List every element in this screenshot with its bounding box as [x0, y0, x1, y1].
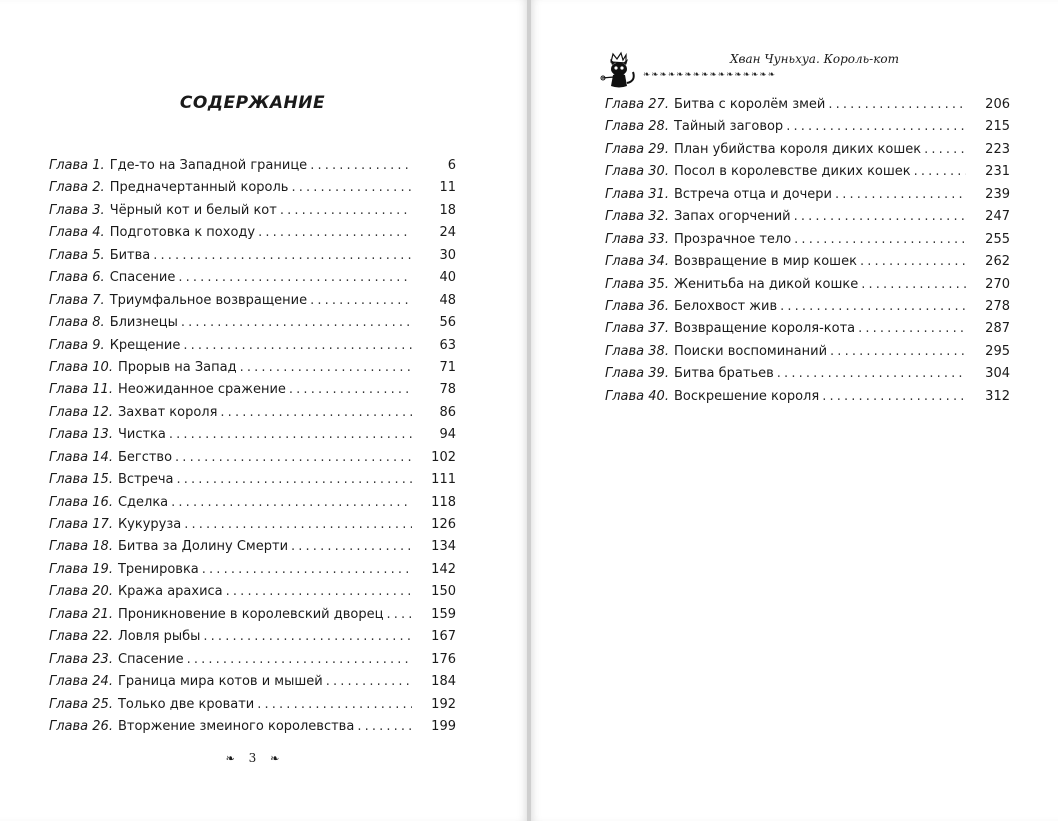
dot-leader — [860, 251, 966, 273]
toc-entry — [49, 694, 456, 716]
dot-leader — [326, 671, 412, 693]
chapter-page-number: 262 — [985, 254, 1010, 270]
toc-entry — [49, 177, 456, 199]
dot-leader — [226, 581, 412, 603]
chapter-label: Глава 25. — [49, 696, 113, 712]
running-header: Хван Чуньхуа. Король-кот — [730, 52, 900, 66]
chapter-label: Глава 12. — [49, 404, 113, 420]
toc-entry — [49, 155, 456, 177]
chapter-title: Кукуруза — [117, 517, 182, 532]
chapter-label: Глава 36. — [605, 298, 669, 314]
toc-entry — [49, 581, 456, 603]
chapter-title: Предначертанный король — [109, 180, 289, 196]
dot-leader — [835, 184, 966, 206]
toc-entry — [49, 335, 456, 357]
chapter-title: Бегство — [117, 449, 173, 465]
chapter-page-number: 223 — [985, 141, 1010, 157]
dot-leader — [169, 424, 412, 446]
chapter-page-number: 231 — [985, 164, 1010, 180]
toc-entry — [49, 200, 456, 222]
chapter-page-number: 287 — [985, 321, 1010, 337]
chapter-label: Глава 3. — [49, 202, 105, 218]
chapter-label: Глава 2. — [49, 180, 105, 196]
chapter-label: Глава 7. — [49, 292, 105, 308]
chapter-label: Глава 30. — [605, 164, 669, 180]
chapter-label: Глава 28. — [605, 119, 669, 135]
dot-leader — [357, 716, 412, 738]
chapter-label: Глава 10. — [49, 359, 113, 375]
chapter-title: Только две кровати — [117, 696, 255, 712]
chapter-page-number: 71 — [439, 359, 456, 375]
dot-leader — [289, 379, 412, 401]
toc-entry — [605, 229, 1010, 251]
toc-entry — [49, 604, 456, 626]
chapter-title: Вторжение змеиного королевства — [117, 718, 355, 734]
toc-entry — [605, 296, 1010, 318]
dot-leader — [828, 94, 966, 116]
chapter-title: Прорыв на Запад — [117, 359, 237, 375]
toc-entry — [605, 139, 1010, 161]
chapter-label: Глава 5. — [49, 247, 105, 263]
chapter-label: Глава 18. — [49, 539, 113, 555]
chapter-title: Захват короля — [117, 404, 218, 420]
chapter-page-number: 295 — [985, 343, 1010, 359]
dot-leader — [240, 357, 412, 379]
dot-leader — [310, 155, 412, 177]
toc-entry — [605, 363, 1010, 385]
toc-entry — [49, 716, 456, 738]
chapter-page-number: 30 — [439, 247, 456, 263]
chapter-page-number: 94 — [439, 427, 456, 443]
dot-leader — [153, 245, 412, 267]
page-number: 3 — [248, 751, 257, 765]
chapter-label: Глава 34. — [605, 254, 669, 270]
chapter-label: Глава 6. — [49, 270, 105, 286]
chapter-label: Глава 32. — [605, 209, 669, 225]
dot-leader — [780, 296, 966, 318]
chapter-title: Спасение — [117, 651, 184, 667]
chapter-label: Глава 22. — [49, 629, 113, 645]
chapter-title: Прозрачное тело — [673, 231, 792, 247]
chapter-title: Битва за Долину Смерти — [117, 539, 289, 555]
toc-entry — [49, 536, 456, 558]
dot-leader — [794, 229, 966, 251]
chapter-page-number: 11 — [439, 180, 456, 196]
chapter-page-number: 192 — [431, 696, 456, 712]
dot-leader — [178, 267, 412, 289]
toc-entry — [49, 245, 456, 267]
toc-entry — [49, 514, 456, 536]
paw-print-icon: ❧ — [270, 752, 280, 765]
chapter-page-number: 102 — [431, 449, 456, 465]
chapter-title: Крещение — [109, 337, 181, 353]
chapter-page-number: 56 — [439, 315, 456, 331]
chapter-title: Встреча — [117, 472, 174, 488]
chapter-page-number: 150 — [431, 584, 456, 600]
dot-leader — [175, 447, 412, 469]
dot-leader — [258, 222, 412, 244]
dot-leader — [171, 492, 412, 514]
chapter-label: Глава 26. — [49, 718, 113, 734]
dot-leader — [187, 649, 412, 671]
chapter-page-number: 40 — [439, 270, 456, 286]
chapter-label: Глава 19. — [49, 561, 113, 577]
chapter-label: Глава 15. — [49, 472, 113, 488]
chapter-label: Глава 16. — [49, 494, 113, 510]
dot-leader — [291, 536, 412, 558]
chapter-label: Глава 11. — [49, 382, 113, 398]
dot-leader — [181, 312, 412, 334]
toc-entry — [605, 116, 1010, 138]
toc-entry — [605, 341, 1010, 363]
chapter-label: Глава 33. — [605, 231, 669, 247]
dot-leader — [280, 200, 412, 222]
chapter-label: Глава 24. — [49, 674, 113, 690]
chapter-title: Возвращение короля-кота — [673, 321, 856, 337]
chapter-page-number: 159 — [431, 606, 456, 622]
chapter-page-number: 86 — [439, 404, 456, 420]
dot-leader — [830, 341, 966, 363]
dot-leader — [177, 469, 413, 491]
toc-entry — [605, 184, 1010, 206]
chapter-page-number: 255 — [985, 231, 1010, 247]
toc-entry — [49, 492, 456, 514]
chapter-label: Глава 35. — [605, 276, 669, 292]
chapter-label: Глава 27. — [605, 97, 669, 112]
dot-leader — [184, 514, 412, 536]
chapter-label: Глава 29. — [605, 141, 669, 157]
toc-entry — [49, 290, 456, 312]
dot-leader — [786, 116, 966, 138]
chapter-title: Поиски воспоминаний — [673, 343, 828, 359]
toc-entry — [605, 274, 1010, 296]
chapter-page-number: 184 — [431, 674, 456, 690]
paw-print-icon: ❧ — [225, 752, 235, 765]
chapter-title: Посол в королевстве диких кошек — [673, 164, 911, 180]
chapter-title: Сделка — [117, 494, 169, 510]
chapter-title: Проникновение в королевский дворец — [117, 606, 384, 622]
chapter-label: Глава 31. — [605, 186, 669, 202]
dot-leader — [822, 386, 966, 408]
toc-entry — [49, 222, 456, 244]
chapter-label: Глава 9. — [49, 337, 105, 353]
toc-entry — [49, 447, 456, 469]
toc-entry — [49, 424, 456, 446]
page-footer — [0, 751, 505, 765]
dot-leader — [914, 161, 966, 183]
left-page — [0, 0, 527, 821]
chapter-page-number: 63 — [439, 337, 456, 353]
toc-entry — [605, 94, 1010, 116]
dot-leader — [203, 626, 412, 648]
chapter-page-number: 304 — [985, 366, 1010, 382]
chapter-page-number: 206 — [985, 97, 1010, 112]
toc-entry — [49, 649, 456, 671]
chapter-label: Глава 39. — [605, 366, 669, 382]
dot-leader — [257, 694, 412, 716]
toc-entry — [49, 402, 456, 424]
chapter-title: Встреча отца и дочери — [673, 186, 832, 202]
chapter-title: Тайный заговор — [673, 119, 784, 135]
chapter-page-number: 134 — [431, 539, 456, 555]
dot-leader — [183, 335, 412, 357]
chapter-title: Кража арахиса — [117, 584, 223, 600]
dot-leader — [386, 604, 412, 626]
toc-entry — [49, 357, 456, 379]
chapter-label: Глава 21. — [49, 606, 113, 622]
chapter-label: Глава 1. — [49, 158, 105, 173]
toc-entry — [605, 251, 1010, 273]
chapter-title: Возвращение в мир кошек — [673, 254, 857, 270]
chapter-page-number: 176 — [431, 651, 456, 667]
chapter-page-number: 126 — [431, 517, 456, 532]
toc-entry — [49, 626, 456, 648]
dot-leader — [220, 402, 412, 424]
dot-leader — [202, 559, 412, 581]
chapter-page-number: 111 — [431, 472, 456, 488]
dot-leader — [794, 206, 966, 228]
chapter-label: Глава 8. — [49, 315, 105, 331]
toc-entry — [49, 379, 456, 401]
chapter-label: Глава 40. — [605, 388, 669, 404]
chapter-title: Женитьба на дикой кошке — [673, 276, 859, 292]
chapter-page-number: 270 — [985, 276, 1010, 292]
right-page — [531, 0, 1058, 821]
chapter-title: Белохвост жив — [673, 298, 778, 314]
chapter-page-number: 6 — [447, 158, 456, 173]
dot-leader — [924, 139, 966, 161]
chapter-label: Глава 4. — [49, 225, 105, 241]
toc-list-right — [605, 94, 1010, 408]
chapter-page-number: 78 — [439, 382, 456, 398]
chapter-title: Ловля рыбы — [117, 629, 201, 645]
toc-entry — [605, 318, 1010, 340]
cat-king-icon — [599, 48, 639, 90]
chapter-title: Битва братьев — [673, 366, 774, 382]
chapter-title: Чистка — [117, 427, 166, 443]
chapter-title: Триумфальное возвращение — [109, 292, 308, 308]
chapter-title: Чёрный кот и белый кот — [109, 202, 277, 218]
chapter-label: Глава 20. — [49, 584, 113, 600]
chapter-page-number: 215 — [985, 119, 1010, 135]
chapter-page-number: 18 — [439, 202, 456, 218]
toc-list-left — [49, 155, 456, 738]
chapter-page-number: 239 — [985, 186, 1010, 202]
chapter-title: Битва — [109, 247, 151, 263]
dot-leader — [777, 363, 966, 385]
chapter-label: Глава 14. — [49, 449, 113, 465]
chapter-page-number: 312 — [985, 388, 1010, 404]
chapter-page-number: 199 — [431, 718, 456, 734]
toc-entry — [49, 671, 456, 693]
chapter-title: Граница мира котов и мышей — [117, 674, 323, 690]
chapter-label: Глава 13. — [49, 427, 113, 443]
paw-print-icon: ❧❧❧❧❧❧❧❧❧❧❧❧❧❧❧❧ — [643, 70, 777, 80]
chapter-page-number: 167 — [431, 629, 456, 645]
toc-entry — [49, 267, 456, 289]
chapter-label: Глава 17. — [49, 517, 113, 532]
toc-entry — [605, 386, 1010, 408]
toc-entry — [605, 206, 1010, 228]
chapter-title: Неожиданное сражение — [117, 382, 286, 398]
page-title: СОДЕРЖАНИЕ — [179, 93, 326, 113]
chapter-title: Подготовка к походу — [109, 225, 256, 241]
chapter-page-number: 247 — [985, 209, 1010, 225]
chapter-label: Глава 38. — [605, 343, 669, 359]
toc-entry — [605, 161, 1010, 183]
dot-leader — [861, 274, 966, 296]
chapter-page-number: 24 — [439, 225, 456, 241]
chapter-page-number: 118 — [431, 494, 456, 510]
chapter-page-number: 142 — [431, 561, 456, 577]
chapter-title: Спасение — [109, 270, 176, 286]
toc-entry — [49, 559, 456, 581]
dot-leader — [310, 290, 412, 312]
toc-entry — [49, 469, 456, 491]
chapter-title: Воскрешение короля — [673, 388, 820, 404]
chapter-label: Глава 37. — [605, 321, 669, 337]
chapter-title: Близнецы — [109, 315, 178, 331]
dot-leader — [858, 318, 966, 340]
chapter-title: План убийства короля диких кошек — [673, 141, 922, 157]
chapter-title: Где-то на Западной границе — [109, 158, 308, 173]
chapter-label: Глава 23. — [49, 651, 113, 667]
chapter-page-number: 278 — [985, 298, 1010, 314]
toc-entry — [49, 312, 456, 334]
chapter-title: Запах огорчений — [673, 209, 791, 225]
chapter-title: Битва с королём змей — [673, 97, 826, 112]
dot-leader — [291, 177, 412, 199]
chapter-title: Тренировка — [117, 561, 199, 577]
chapter-page-number: 48 — [439, 292, 456, 308]
